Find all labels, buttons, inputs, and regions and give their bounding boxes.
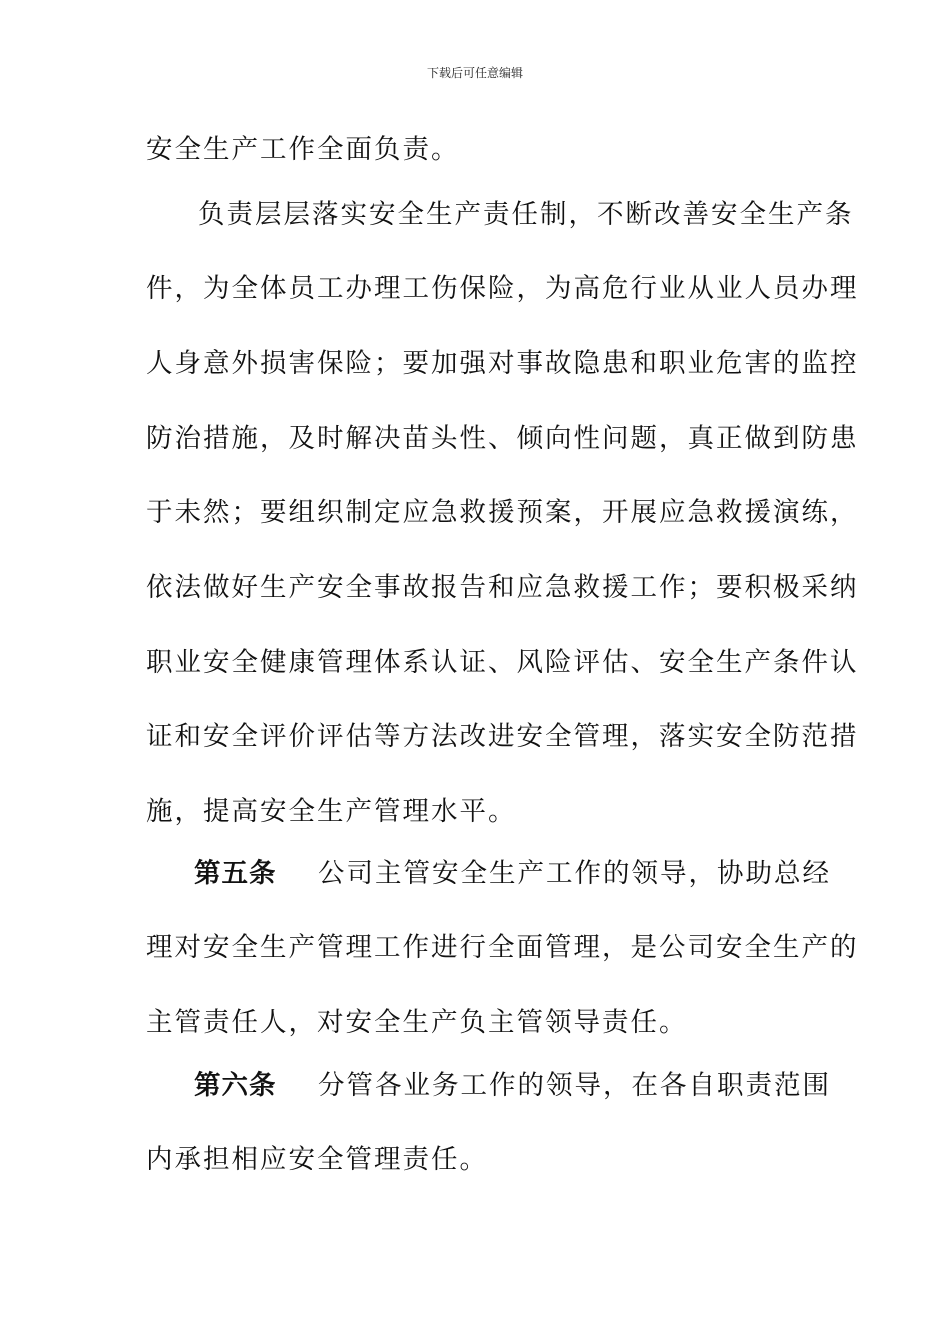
text-line: 负责层层落实安全生产责任制，不断改善安全生产条	[198, 199, 854, 230]
text-line: 施，提高安全生产管理水平。	[146, 796, 517, 827]
page-header-note: 下载后可任意编辑	[426, 66, 523, 80]
article-6-text: 分管各业务工作的领导，在各自职责范围	[318, 1070, 831, 1101]
article-6-first-line	[194, 1069, 831, 1103]
text-line: 于未然；要组织制定应急救援预案，开展应急救援演练，	[146, 497, 859, 528]
text-line: 理对安全生产管理工作进行全面管理，是公司安全生产的	[146, 932, 859, 963]
text-line: 防治措施，及时解决苗头性、倾向性问题，真正做到防患	[146, 423, 859, 454]
text-line: 件，为全体员工办理工伤保险，为高危行业从业人员办理	[146, 273, 859, 304]
text-line: 主管责任人，对安全生产负主管领导责任。	[146, 1007, 688, 1038]
article-5-first-line	[194, 857, 831, 891]
text-line: 依法做好生产安全事故报告和应急救援工作；要积极采纳	[146, 572, 859, 603]
article-5-text: 公司主管安全生产工作的领导，协助总经	[318, 858, 831, 889]
article-6-label: 第六条	[194, 1070, 277, 1101]
text-line: 安全生产工作全面负责。	[146, 134, 460, 165]
text-line: 职业安全健康管理体系认证、风险评估、安全生产条件认	[146, 647, 859, 678]
article-5-label: 第五条	[194, 858, 277, 889]
text-line: 内承担相应安全管理责任。	[146, 1144, 488, 1175]
text-line: 人身意外损害保险；要加强对事故隐患和职业危害的监控	[146, 348, 859, 379]
text-line: 证和安全评价评估等方法改进安全管理，落实安全防范措	[146, 721, 859, 752]
